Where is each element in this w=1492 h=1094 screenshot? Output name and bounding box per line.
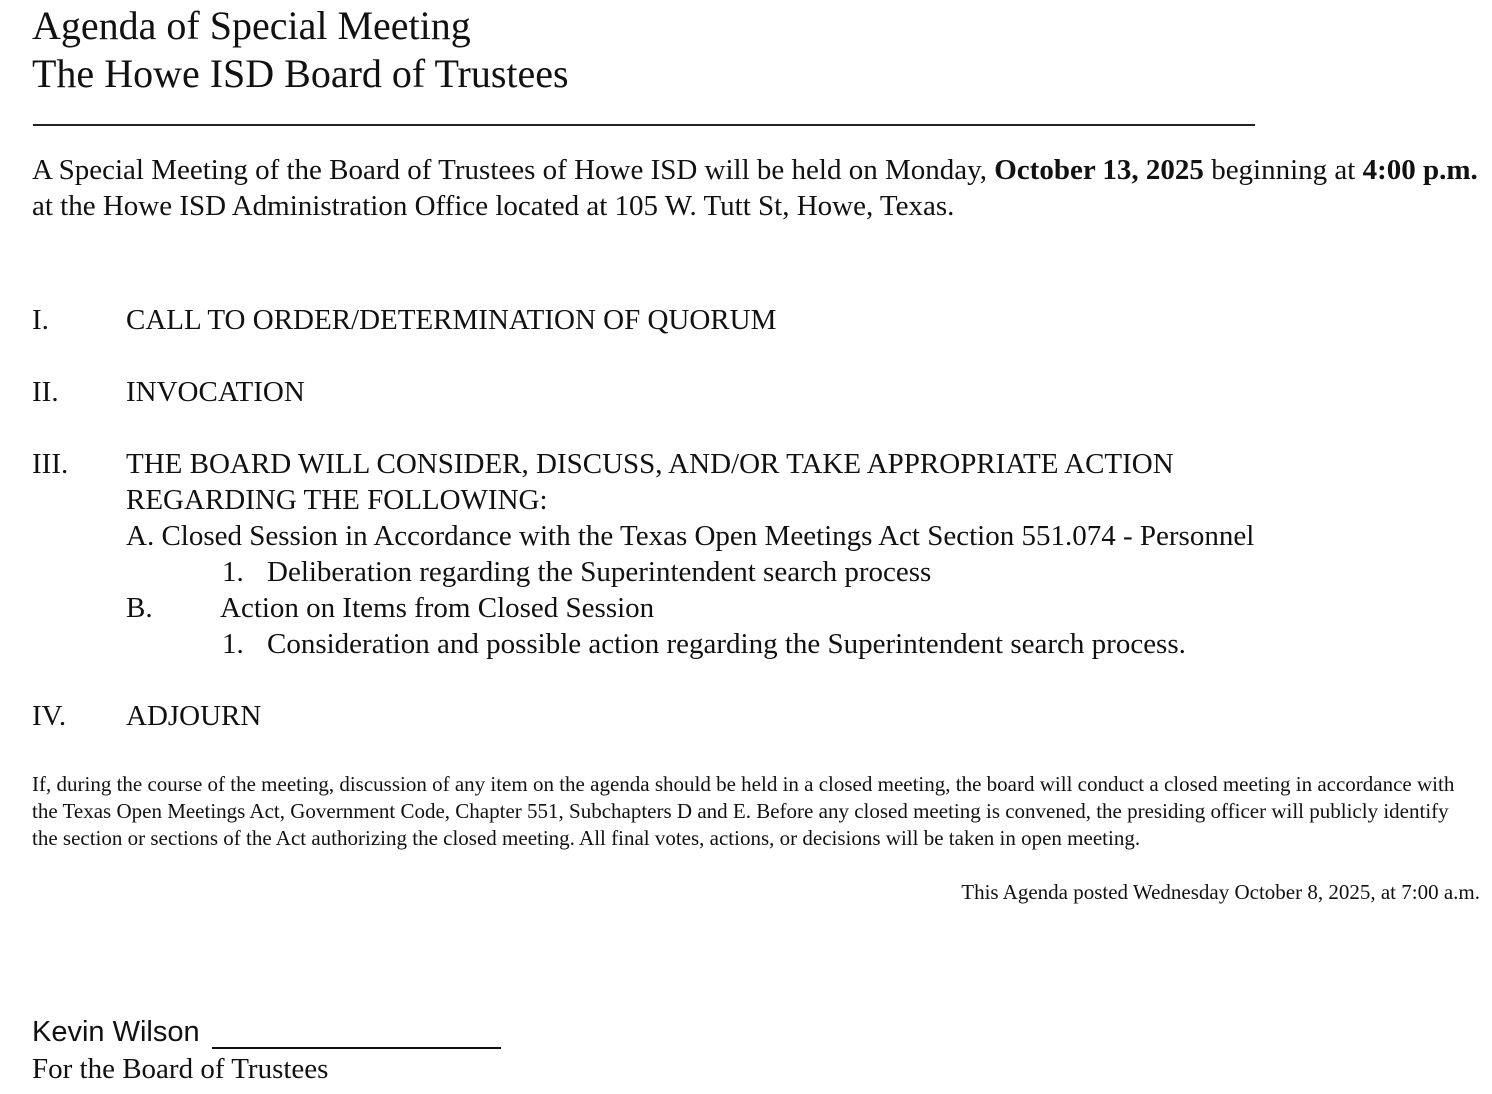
signature-name: Kevin Wilson (32, 1016, 200, 1048)
agenda-subitem-a-1-text: Deliberation regarding the Superintendent search process (267, 556, 932, 588)
signature-role: For the Board of Trustees (32, 1053, 329, 1085)
agenda-item-1-text: CALL TO ORDER/DETERMINATION OF QUORUM (126, 304, 777, 336)
posted-date: This Agenda posted Wednesday October 8, 2025, at 7:00 a.m. (961, 880, 1480, 904)
intro-text-c: at the Howe ISD Administration Office located at 105 W. Tutt St, Howe, Texas. (32, 190, 955, 222)
document-subtitle: The Howe ISD Board of Trustees (32, 51, 569, 96)
agenda-subitem-a: A. Closed Session in Accordance with the Texas Open Meetings Act Section 551.074 - Personnel (126, 520, 1255, 552)
agenda-item-4-number: IV. (32, 700, 67, 732)
meeting-time: 4:00 p.m. (1362, 154, 1478, 186)
agenda-subitem-b-1-text: Consideration and possible action regarding the Superintendent search process. (267, 628, 1186, 660)
agenda-item-3-number: III. (32, 448, 69, 480)
agenda-subitem-b-text: Action on Items from Closed Session (220, 592, 655, 624)
closed-meeting-notice: If, during the course of the meeting, discussion of any item on the agenda should be held in a closed meeting, the board will conduct a closed meeting in accordance with the Texas Open Meetings Act, Government Code, Chapter 551, Subchapters D and E. Before any closed meeting is convened, the presiding officer will publicly identify the section or sections of the Act authorizing the closed meeting. All final votes, actions, or decisions will be taken in open meeting. (32, 772, 1455, 850)
intro-text-b: beginning at (1203, 154, 1363, 186)
agenda-item-2-number: II. (32, 376, 59, 408)
agenda-item-4-text: ADJOURN (126, 700, 262, 732)
meeting-intro (32, 152, 1482, 224)
signature-line (212, 1047, 501, 1049)
agenda-subitem-b-number: B. (126, 592, 153, 624)
meeting-date: October 13, 2025 (994, 154, 1204, 186)
title-rule (33, 124, 1255, 126)
agenda-item-3-text-line1: THE BOARD WILL CONSIDER, DISCUSS, AND/OR TAKE APPROPRIATE ACTION (126, 448, 1174, 480)
document-title: Agenda of Special Meeting (32, 3, 471, 48)
agenda-subitem-a-1-number: 1. (222, 556, 244, 588)
agenda-subitem-b-1-number: 1. (222, 628, 244, 660)
agenda-item-3-text-line2: REGARDING THE FOLLOWING: (126, 484, 548, 516)
intro-text-a: A Special Meeting of the Board of Trustees of Howe ISD will be held on Monday, (32, 154, 995, 186)
agenda-item-2-text: INVOCATION (126, 376, 305, 408)
agenda-item-1-number: I. (32, 304, 49, 336)
